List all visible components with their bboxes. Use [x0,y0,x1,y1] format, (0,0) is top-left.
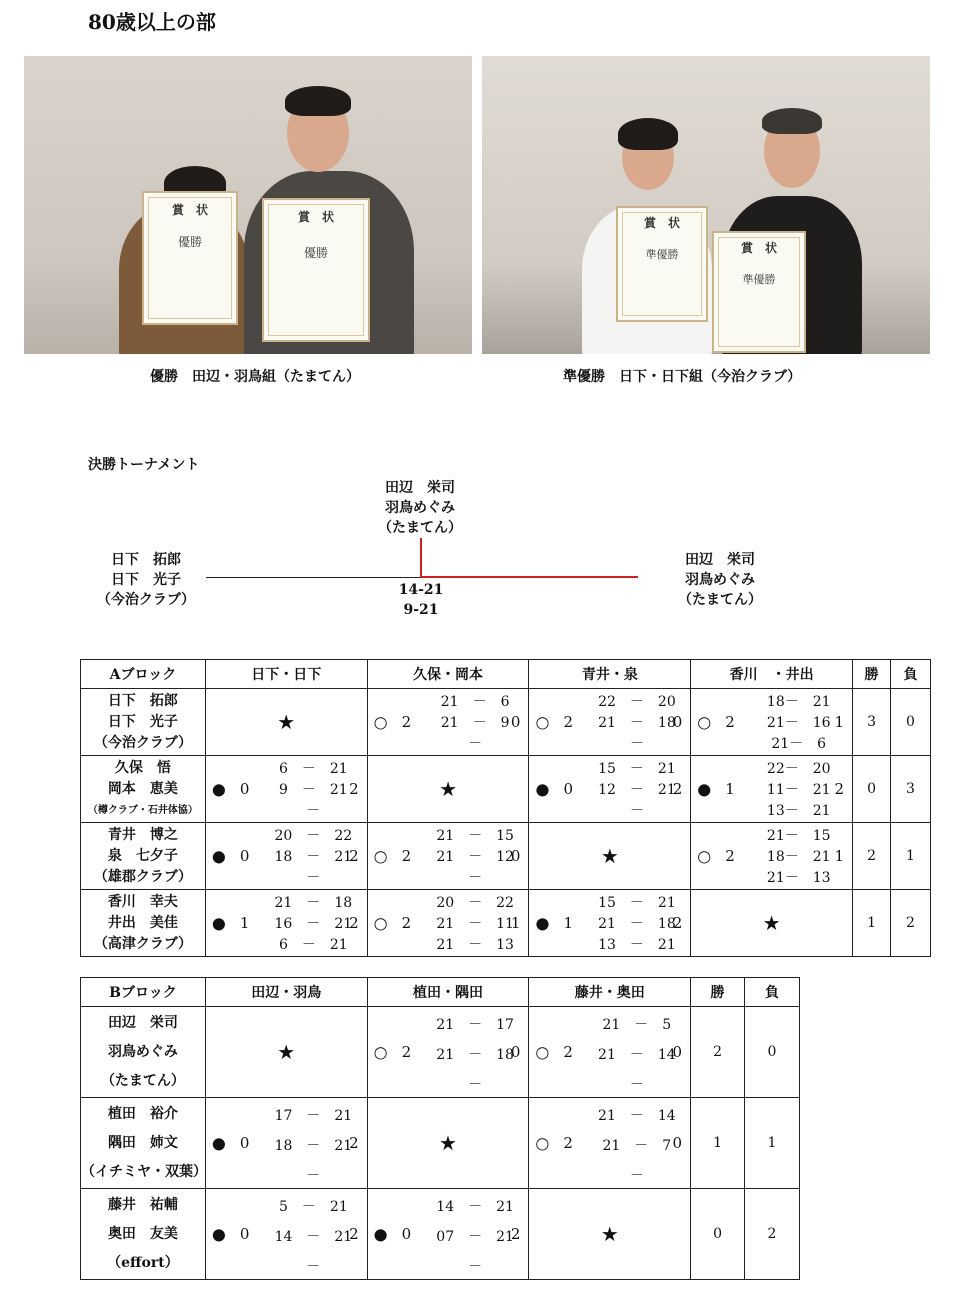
loss-dot-icon: ● [373,1224,388,1244]
loss-dot-icon: ● [535,779,550,799]
winner-photo: 賞 状 優勝 賞 状 優勝 [24,56,472,354]
games-won: 0 [239,1134,250,1152]
game-score: 21 － 11 [436,916,514,932]
games-won: 2 [401,1043,412,1061]
player-name: 羽鳥めぐみ [107,1043,178,1060]
table-row [81,1098,800,1189]
block-a-header: Aブロック [81,660,206,689]
win-count: 1 [691,1098,745,1189]
games-won: 2 [401,847,412,865]
match-cell [205,890,367,957]
game-score: 16 － 21 [274,916,353,932]
win-circle-icon: ○ [535,1042,550,1062]
match-cell [691,689,853,756]
bracket-left-team: 日下 拓郎 日下 光子 （今治クラブ） [96,552,196,608]
game-score: 20 － 22 [436,895,514,911]
match-cell [691,890,853,957]
game-score: 21 － 5 [602,1017,672,1033]
game-score: 18 － 21 [274,849,353,865]
club-name: （雄郡クラブ） [93,868,192,885]
match-cell [367,756,529,823]
self-match-star-icon: ★ [600,844,619,868]
game-score: 21 － 18 [274,895,353,911]
game-scores [751,759,846,822]
game-scores [589,893,684,956]
match-cell [367,890,529,957]
player-name: 日下 拓郎 [107,692,178,709]
game-score: － [468,1077,483,1093]
block-b-table [80,977,800,1280]
self-match-star-icon: ★ [439,777,457,801]
team-names [81,1007,206,1098]
loss-count: 0 [891,689,931,756]
self-match-star-icon: ★ [762,911,781,935]
club-name: （今治クラブ） [93,734,192,751]
loss-dot-icon: ● [535,913,550,933]
table-row [81,823,931,890]
match-cell [529,689,691,756]
game-score: 18 － 21 [274,1138,353,1154]
win-count: 2 [691,1007,745,1098]
game-scores [751,826,846,889]
match-cell [367,823,529,890]
game-score: 11－ 21 [766,782,831,798]
game-score: 15 － 21 [598,895,676,911]
match-cell [205,1007,367,1098]
games-lost: 0 [510,713,521,731]
match-cell [205,1189,367,1280]
bracket-right-team: 田辺 栄司 羽鳥めぐみ （たまてん） [678,552,762,608]
club-name: （effort） [107,1254,179,1271]
games-won: 2 [401,713,412,731]
self-match-star-icon: ★ [600,1222,619,1246]
game-score: 6 － 21 [278,937,348,953]
game-score: 17 － 21 [274,1108,353,1124]
loss-dot-icon: ● [211,913,226,933]
games-lost: 2 [349,1134,359,1152]
loss-dot-icon: ● [697,779,712,799]
game-score: － [306,870,321,886]
game-score: 9 － 21 [278,782,348,798]
game-score: 21 － 7 [602,1138,672,1154]
col-header: 植田・隅田 [367,978,529,1007]
game-score: 14 － 21 [436,1199,514,1215]
game-scores [589,1010,684,1100]
team-names [81,756,206,823]
game-score: 07 － 21 [436,1229,514,1245]
winner-caption: 優勝 田辺・羽鳥組（たまてん） [150,369,360,385]
games-won: 2 [401,914,412,932]
player-name: 奥田 友美 [107,1225,178,1242]
loss-count: 1 [891,823,931,890]
self-match-star-icon: ★ [439,1131,457,1155]
game-score: 18－ 21 [766,849,831,865]
game-scores [428,692,523,755]
game-score: － [468,1259,483,1275]
games-lost: 0 [510,847,521,865]
games-won: 1 [725,780,735,798]
col-header: 田辺・羽鳥 [205,978,367,1007]
win-count: 0 [691,1189,745,1280]
block-b-header: Bブロック [81,978,206,1007]
win-count: 3 [853,689,891,756]
game-score: 20 － 22 [274,828,353,844]
games-won: 1 [563,914,573,932]
games-lost: 1 [834,847,845,865]
match-cell [529,756,691,823]
game-score: 18－ 21 [766,694,831,710]
team-names [81,689,206,756]
game-score: 21 － 13 [436,937,514,953]
game-scores [266,893,361,956]
games-won: 2 [725,713,735,731]
bracket-left-line [206,577,420,578]
games-won: 1 [239,914,250,932]
player-name: 泉 七夕子 [107,847,178,864]
game-scores [266,1192,361,1282]
game-score: 21－ 13 [766,870,831,886]
match-cell [529,823,691,890]
games-won: 2 [563,1043,573,1061]
game-scores [589,759,684,822]
games-lost: 2 [349,780,359,798]
game-score: 13－ 21 [766,803,831,819]
game-score: 21 － 14 [598,1047,676,1063]
self-match-star-icon: ★ [277,710,296,734]
match-cell [367,689,529,756]
match-cell [367,1007,529,1098]
game-score: 12 － 21 [598,782,676,798]
loss-dot-icon: ● [211,846,226,866]
page-title: 80歳以上の部 [88,10,216,34]
games-won: 0 [239,780,250,798]
games-won: 0 [239,847,250,865]
loss-dot-icon: ● [211,779,226,799]
match-cell [529,890,691,957]
game-score: － [306,803,321,819]
table-row [81,1189,800,1280]
loss-count: 2 [745,1189,800,1280]
match-cell [205,689,367,756]
club-name: （樽クラブ・石井体協） [87,804,198,816]
games-lost: 0 [510,1043,521,1061]
win-count: 0 [853,756,891,823]
game-score: － [629,803,644,819]
player-name: 井出 美佳 [107,914,178,931]
win-circle-icon: ○ [373,712,388,732]
loss-dot-icon: ● [211,1133,226,1153]
game-score: 5 － 21 [279,1199,348,1215]
game-scores [428,893,523,956]
win-circle-icon: ○ [535,712,550,732]
game-score: － [468,870,483,886]
games-lost: 1 [510,914,521,932]
win-circle-icon: ○ [373,913,388,933]
loss-dot-icon: ● [211,1224,226,1244]
club-name: （高津クラブ） [93,935,192,952]
game-score: 21 － 18 [436,1047,514,1063]
games-won: 2 [725,847,735,865]
game-score: － [306,1168,321,1184]
team-names [81,1098,206,1189]
win-header: 勝 [853,660,891,689]
games-lost: 2 [349,914,359,932]
win-circle-icon: ○ [373,846,388,866]
table-row [81,1007,800,1098]
match-cell [529,1007,691,1098]
bracket-scores: 14-21 9-21 [398,582,444,618]
win-circle-icon: ○ [697,846,712,866]
win-circle-icon: ○ [697,712,712,732]
game-score: 21 － 18 [598,715,676,731]
game-score: 6 － 21 [278,761,348,777]
loss-count: 3 [891,756,931,823]
col-header: 藤井・奥田 [529,978,691,1007]
games-lost: 0 [672,1043,683,1061]
games-won: 0 [401,1225,412,1243]
loss-header: 負 [891,660,931,689]
loss-count: 1 [745,1098,800,1189]
loss-count: 2 [891,890,931,957]
game-score: 22－ 20 [766,761,831,777]
table-row [81,756,931,823]
team-names [81,823,206,890]
game-score: 21 － 17 [436,1017,514,1033]
bracket-top-team: 田辺 栄司 羽鳥めぐみ （たまてん） [378,480,462,536]
match-cell [205,756,367,823]
match-cell [367,1189,529,1280]
match-cell [691,756,853,823]
block-a-table [80,659,931,957]
games-won: 2 [563,713,573,731]
col-header: 久保・岡本 [367,660,529,689]
game-score: 21－ 15 [766,828,831,844]
game-scores [589,692,684,755]
match-cell [367,1098,529,1189]
game-score: 21 － 15 [436,828,514,844]
team-names [81,890,206,957]
match-cell [529,1098,691,1189]
player-name: 植田 裕介 [107,1105,178,1122]
player-name: 田辺 栄司 [107,1014,178,1031]
self-match-star-icon: ★ [277,1040,296,1064]
game-score: 21－ 16 [766,715,831,731]
game-score: 13 － 21 [598,937,676,953]
games-won: 2 [563,1134,573,1152]
player-name: 青井 博之 [107,826,178,843]
player-name: 隅田 姉文 [107,1134,178,1151]
game-score: － [468,736,483,752]
win-circle-icon: ○ [535,1133,550,1153]
game-score: 21－ 6 [771,736,827,752]
game-score: 21 － 6 [440,694,510,710]
match-cell [205,823,367,890]
games-lost: 0 [672,1134,683,1152]
loss-count: 0 [745,1007,800,1098]
game-score: － [306,1259,321,1275]
game-score: － [629,736,644,752]
game-score: 21 － 14 [598,1108,676,1124]
club-name: （イチミヤ・双葉） [81,1163,207,1180]
game-scores [428,1010,523,1100]
game-score: 21 － 9 [440,715,510,731]
table-row [81,689,931,756]
game-scores [428,1192,523,1282]
game-score: － [629,1168,644,1184]
games-won: 0 [239,1225,250,1243]
game-scores [751,692,846,755]
match-cell [529,1189,691,1280]
runner-up-caption: 準優勝 日下・日下組（今治クラブ） [563,369,802,385]
game-scores [428,826,523,889]
bracket-winner-line [420,576,638,578]
win-count: 2 [853,823,891,890]
runner-up-photo: 賞 状 準優勝 賞 状 準優勝 [482,56,930,354]
win-header: 勝 [691,978,745,1007]
win-count: 1 [853,890,891,957]
player-name: 岡本 恵美 [107,780,178,797]
games-lost: 2 [510,1225,521,1243]
game-score: 15 － 21 [598,761,676,777]
games-won: 0 [563,780,573,798]
games-lost: 2 [349,1225,359,1243]
bracket-vertical-line [420,538,422,578]
match-cell [205,1098,367,1189]
games-lost: 0 [672,713,683,731]
col-header: 日下・日下 [205,660,367,689]
games-lost: 2 [672,914,683,932]
game-scores [266,826,361,889]
bracket-label: 決勝トーナメント [88,457,200,473]
player-name: 日下 光子 [107,713,178,730]
game-scores [266,1101,361,1191]
col-header: 青井・泉 [529,660,691,689]
games-lost: 1 [834,713,845,731]
match-cell [691,823,853,890]
col-header: 香川 ・井出 [691,660,853,689]
player-name: 香川 幸夫 [107,893,178,910]
loss-header: 負 [745,978,800,1007]
game-score: 14 － 21 [274,1229,353,1245]
game-scores [589,1101,684,1191]
game-score: 21 － 12 [436,849,514,865]
games-lost: 2 [834,780,845,798]
club-name: （たまてん） [100,1072,185,1089]
table-row [81,890,931,957]
game-score: 22 － 20 [598,694,676,710]
player-name: 久保 悟 [114,759,171,776]
team-names [81,1189,206,1280]
game-score: － [629,1077,644,1093]
game-scores [266,759,361,822]
games-lost: 2 [672,780,683,798]
game-score: 21 － 18 [598,916,676,932]
games-lost: 2 [349,847,359,865]
player-name: 藤井 祐輔 [107,1196,178,1213]
win-circle-icon: ○ [373,1042,388,1062]
